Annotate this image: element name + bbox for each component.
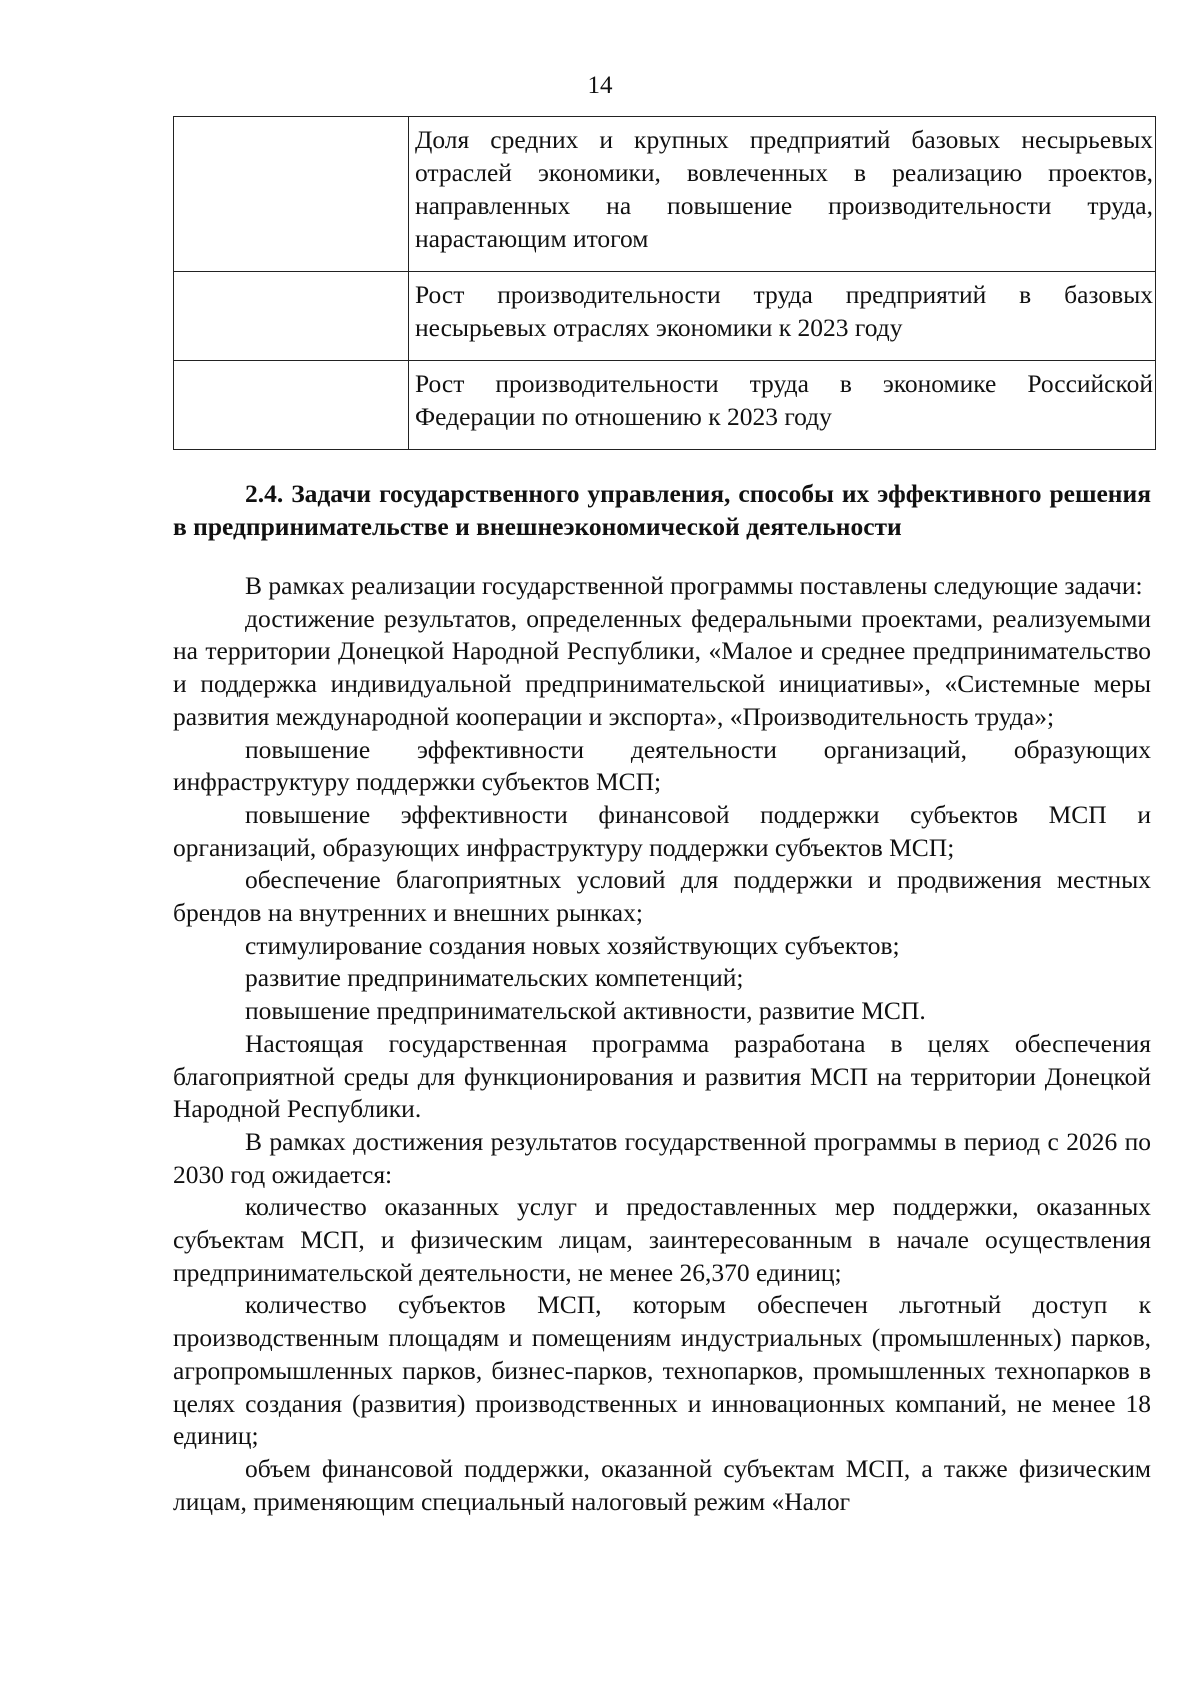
table-cell-left (174, 272, 409, 361)
paragraph: обеспечение благоприятных условий для поддержки и продвижения местных брендов на внутренних и внешних рынках; (173, 865, 1151, 928)
paragraph: В рамках достижения результатов государственной программы в период с 2026 по 2030 год ожидается: (173, 1126, 1151, 1189)
table-cell-indicator: Доля средних и крупных предприятий базовых несырьевых отраслей экономики, вовлеченных в реализацию проектов, направленных на повышение производительности труда, нарастающим итогом (409, 117, 1156, 272)
page-number: 14 (587, 72, 613, 99)
table-cell-indicator: Рост производительности труда в экономике Российской Федерации по отношению к 2023 году (409, 361, 1156, 450)
paragraph: стимулирование создания новых хозяйствующих субъектов; (245, 930, 900, 960)
paragraph: достижение результатов, определенных федеральными проектами, реализуемыми на территории Донецкой Народной Республики, «Малое и среднее предпринимательство и поддержка индивидуальной предпринимательской инициативы», «Системные меры развития международной кооперации и экспорта», «Производительность труда»; (173, 603, 1151, 731)
table-cell-left (174, 361, 409, 450)
paragraph: Настоящая государственная программа разработана в целях обеспечения благоприятной среды для функционирования и развития МСП на территории Донецкой Народной Республики. (173, 1028, 1151, 1124)
table-cell-indicator: Рост производительности труда предприятий в базовых несырьевых отраслях экономики к 2023 году (409, 272, 1156, 361)
paragraph: объем финансовой поддержки, оказанной субъектам МСП, а также физическим лицам, применяющим специальный налоговый режим «Налог (173, 1453, 1151, 1516)
paragraph: количество субъектов МСП, которым обеспечен льготный доступ к производственным площадям и помещениям индустриальных (промышленных) парков, агропромышленных парков, бизнес-парков, технопарков, промышленных технопарков в целях создания (развития) производственных и инновационных компаний, не менее 18 единиц; (173, 1290, 1151, 1451)
paragraph: повышение эффективности финансовой поддержки субъектов МСП и организаций, образующих инфраструктуру поддержки субъектов МСП; (173, 799, 1151, 862)
section-content (173, 477, 1151, 1518)
indicators-table (173, 116, 1156, 450)
paragraph: В рамках реализации государственной программы поставлены следующие задачи: (245, 571, 1143, 600)
paragraph: повышение предпринимательской активности, развитие МСП. (245, 996, 926, 1026)
paragraph: количество оказанных услуг и предоставленных мер поддержки, оказанных субъектам МСП, и физическим лицам, заинтересованным в начале осуществления предпринимательской деятельности, не менее 26,370 единиц; (173, 1192, 1151, 1287)
table-row (174, 117, 1156, 272)
table-row (174, 361, 1156, 450)
paragraph: развитие предпринимательских компетенций; (245, 963, 744, 993)
section-heading: 2.4. Задачи государственного управления, способы их эффективного решения в предпринимательстве и внешнеэкономической деятельности (173, 479, 1151, 541)
table-row (174, 272, 1156, 361)
paragraph: повышение эффективности деятельности организаций, образующих инфраструктуру поддержки субъектов МСП; (173, 734, 1151, 797)
table-cell-left (174, 117, 409, 272)
